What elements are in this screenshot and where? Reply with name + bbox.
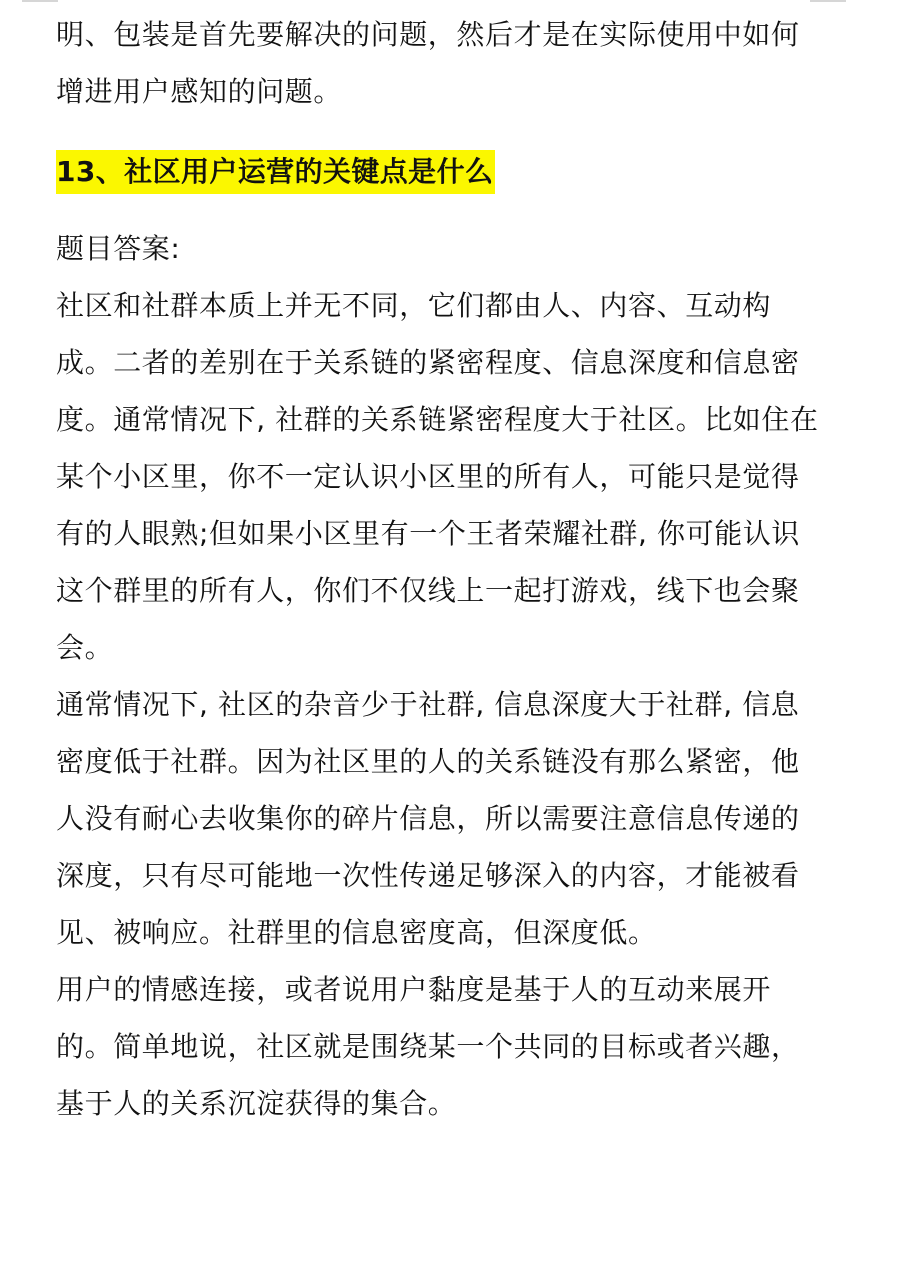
paragraph-line: 见、被响应。社群里的信息密度高，但深度低。	[56, 916, 657, 949]
document-page	[56, 6, 826, 1132]
answer-paragraph-1	[56, 277, 826, 676]
answer-label: 题目答案:	[56, 232, 181, 265]
paragraph-line: 基于人的关系沉淀获得的集合。	[56, 1087, 457, 1120]
paragraph-line: 某个小区里，你不一定认识小区里的所有人，可能只是觉得	[56, 460, 800, 493]
paragraph-line: 的。简单地说，社区就是围绕某一个共同的目标或者兴趣，	[56, 1030, 800, 1063]
top-edge-mark-left	[22, 0, 58, 2]
top-edge-mark-right	[810, 0, 846, 2]
paragraph-line: 度。通常情况下, 社群的关系链紧密程度大于社区。比如住在	[56, 403, 819, 436]
paragraph-line: 人没有耐心去收集你的碎片信息，所以需要注意信息传递的	[56, 802, 800, 835]
paragraph-line: 会。	[56, 631, 114, 664]
intro-line: 明、包装是首先要解决的问题，然后才是在实际使用中如何	[56, 18, 800, 51]
section-heading: 13、社区用户运营的关键点是什么	[56, 150, 495, 194]
paragraph-line: 有的人眼熟;但如果小区里有一个王者荣耀社群, 你可能认识	[56, 517, 801, 550]
paragraph-line: 通常情况下, 社区的杂音少于社群, 信息深度大于社群, 信息	[56, 688, 800, 721]
answer-paragraph-3	[56, 961, 826, 1132]
paragraph-line: 用户的情感连接，或者说用户黏度是基于人的互动来展开	[56, 973, 772, 1006]
paragraph-line: 成。二者的差别在于关系链的紧密程度、信息深度和信息密	[56, 346, 800, 379]
paragraph-line: 社区和社群本质上并无不同，它们都由人、内容、互动构	[56, 289, 772, 322]
paragraph-line: 这个群里的所有人，你们不仅线上一起打游戏，线下也会聚	[56, 574, 800, 607]
paragraph-line: 密度低于社群。因为社区里的人的关系链没有那么紧密，他	[56, 745, 800, 778]
intro-line: 增进用户感知的问题。	[56, 75, 343, 108]
paragraph-line: 深度，只有尽可能地一次性传递足够深入的内容，才能被看	[56, 859, 800, 892]
answer-paragraph-2	[56, 676, 826, 961]
section-heading-wrap	[56, 150, 826, 194]
intro-paragraph	[56, 6, 826, 120]
